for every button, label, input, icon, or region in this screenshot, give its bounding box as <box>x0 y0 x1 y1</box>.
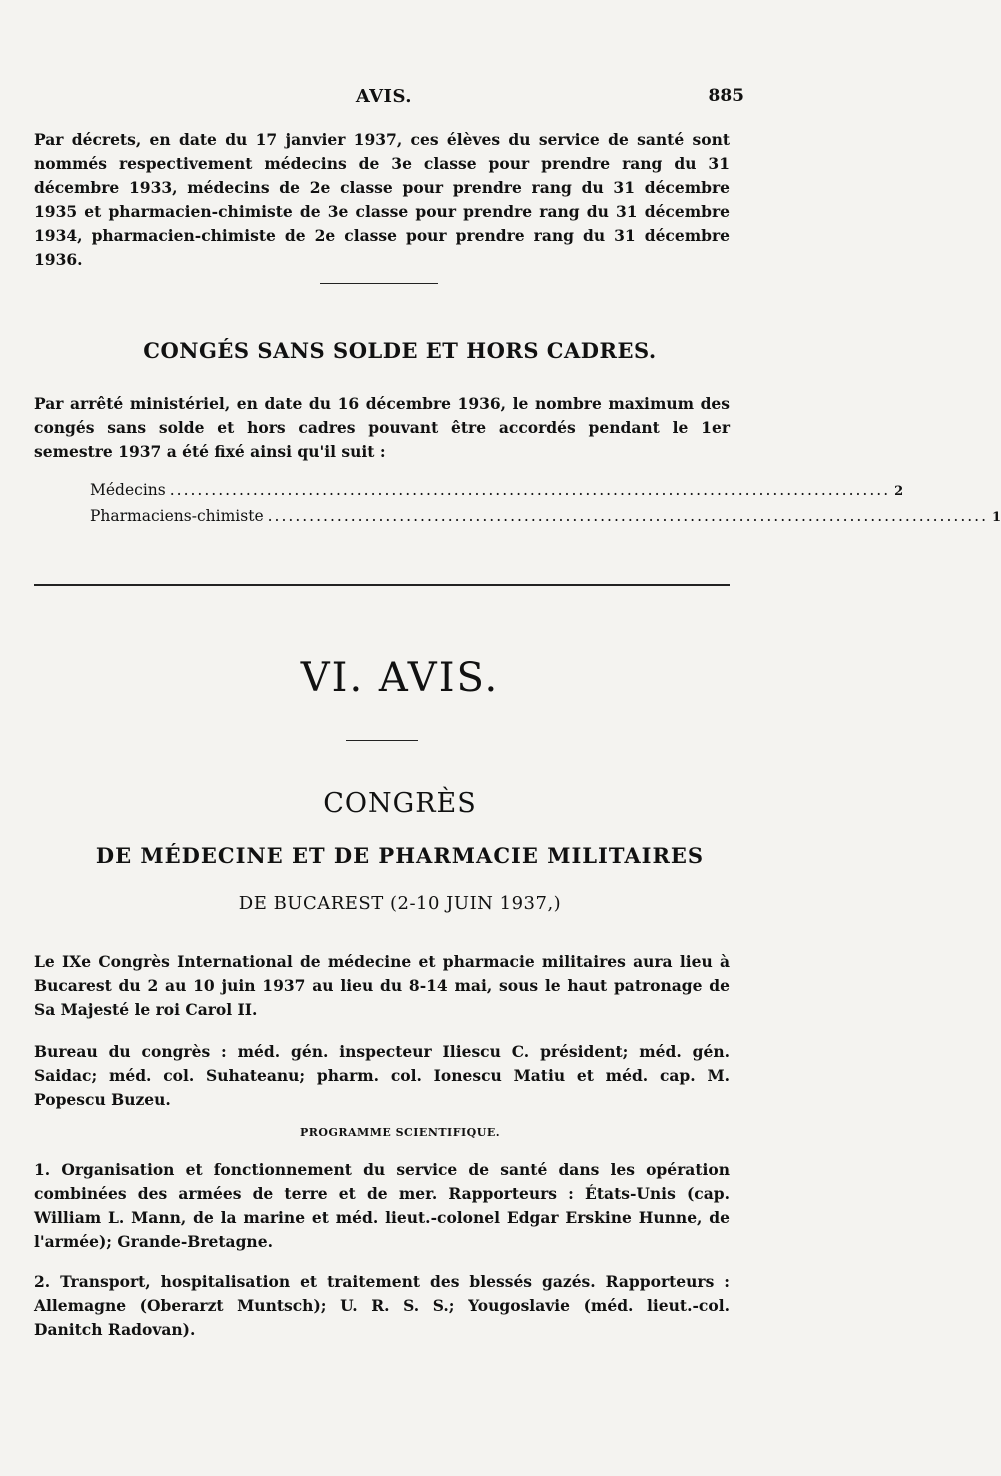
running-head-title: AVIS. <box>355 86 413 107</box>
short-divider <box>320 283 438 284</box>
intro-paragraph: Par décrets, en date du 17 janvier 1937, ces élèves du service de santé sont nommés respectivement médecins de 3e classe pour prendre rang du 31 décembre 1933, médecins de 2e classe pour prendre rang du 31 décembre 1935 et pharmacien-chimiste de 3e classe pour prendre rang du 31 décembre 1934, pharmacien-chimiste de 2e classe pour prendre rang du 31 décembre 1936. <box>34 130 730 269</box>
conges-heading: CONGÉS SANS SOLDE ET HORS CADRES. <box>143 338 657 363</box>
programme-heading: PROGRAMME SCIENTIFIQUE. <box>299 1126 501 1139</box>
congres-location-date: DE BUCAREST (2-10 JUIN 1937,) <box>238 893 562 914</box>
congres-paragraph-1: Le IXe Congrès International de médecine et pharmacie militaires aura lieu à Bucarest du 2 au 10 juin 1937 au lieu du 8-14 mai, sous le haut patronage de Sa Majesté le roi Carol II. <box>34 952 730 1019</box>
congres-heading: CONGRÈS <box>323 788 477 819</box>
list-item-label: Pharmaciens-chimiste <box>90 507 264 525</box>
congres-paragraph-2: Bureau du congrès : méd. gén. inspecteur Iliescu C. président; méd. gén. Saidac; méd. col. Suhateanu; pharm. col. Ionescu Matiu et méd. cap. M. Popescu Buzeu. <box>34 1042 730 1109</box>
list-item <box>90 478 904 504</box>
congres-subheading: DE MÉDECINE ET DE PHARMACIE MILITAIRES <box>95 843 705 868</box>
short-divider <box>346 740 418 741</box>
conges-paragraph: Par arrêté ministériel, en date du 16 décembre 1936, le nombre maximum des congés sans solde et hors cadres pouvant être accordés pendant le 1er semestre 1937 a été fixé ainsi qu'il suit : <box>34 394 730 461</box>
list-item-label: Médecins <box>90 481 166 499</box>
section-divider <box>34 584 730 586</box>
list-item <box>90 504 1001 530</box>
list-item-value: 2 <box>894 484 904 499</box>
conges-list <box>90 478 1001 530</box>
page-number: 885 <box>708 86 744 106</box>
leader-dots: ........................................................................................................ <box>267 507 989 525</box>
programme-item-2: 2. Transport, hospitalisation et traitement des blessés gazés. Rapporteurs : Allemagne (Oberarzt Muntsch); U. R. S. S.; Yougoslavie (méd. lieut.-col. Danitch Radovan). <box>34 1272 730 1339</box>
running-head <box>34 86 744 110</box>
list-item-value: 1 <box>992 510 1001 525</box>
leader-dots: ........................................................................................................ <box>169 481 891 499</box>
section-title: VI. AVIS. <box>300 655 500 701</box>
programme-item-1: 1. Organisation et fonctionnement du service de santé dans les opération combinées des armées de terre et de mer. Rapporteurs : États-Unis (cap. William L. Mann, de la marine et méd. lieut.-colonel Edgar Erskine Hunne, de l'armée); Grande-Bretagne. <box>34 1160 730 1251</box>
